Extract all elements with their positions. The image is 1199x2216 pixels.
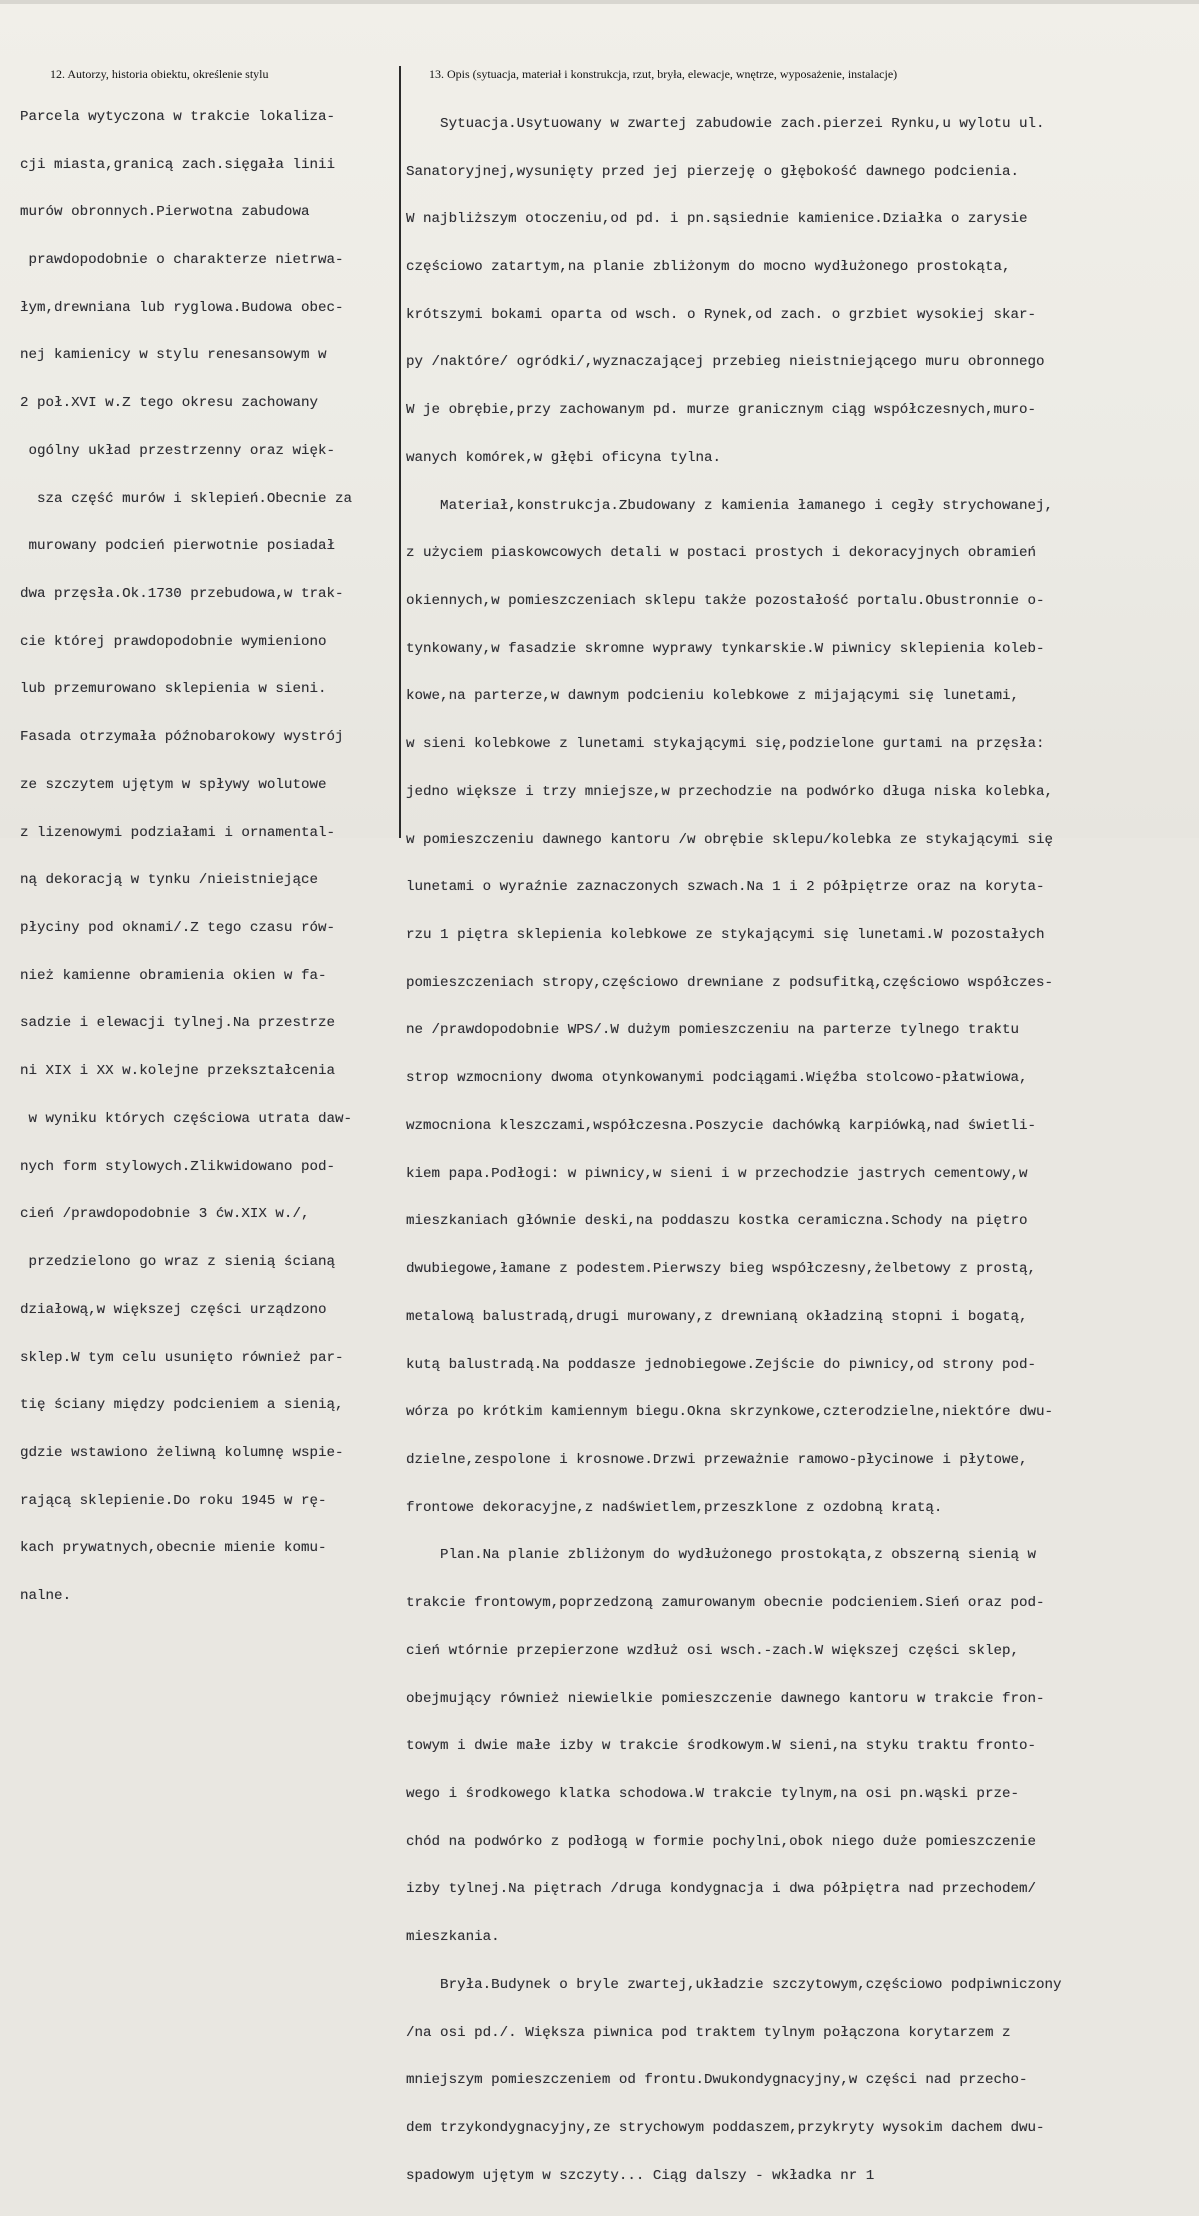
text-line: W najbliższym otoczeniu,od pd. i pn.sąsiednie kamienice.Działka o zarysie <box>406 211 1028 228</box>
text-line: ne /prawdopodobnie WPS/.W dużym pomieszczeniu na parterze tylnego traktu <box>406 1022 1019 1039</box>
text-line: nież kamienne obramienia okien w fa- <box>20 967 327 984</box>
text-line: łym,drewniana lub ryglowa.Budowa obec- <box>20 299 344 316</box>
section-13-heading: 13. Opis (sytuacja, materiał i konstrukcja, rzut, bryła, elewacje, wnętrze, wyposażenie, instalacje) <box>429 67 898 81</box>
text-line: ze szczytem ujętym w spływy wolutowe <box>20 776 327 793</box>
text-line: towym i dwie małe izby w trakcie środkowym.W sieni,na styku traktu fronto- <box>406 1738 1037 1755</box>
text-line: pomieszczeniach stropy,częściowo drewniane z podsufitką,częściowo współczes- <box>406 974 1054 991</box>
text-line: murowany podcień pierwotnie posiadał <box>20 538 336 555</box>
text-line: Bryła.Budynek o bryle zwartej,układzie szczytowym,częściowo podpiwniczony <box>406 1976 1062 1993</box>
text-line: Fasada otrzymała późnobarokowy wystrój <box>20 729 344 746</box>
text-line: wórza po krótkim kamiennym biegu.Okna skrzynkowe,czterodzielne,niektóre dwu- <box>406 1404 1054 1421</box>
text-line: wzmocniona kleszczami,współczesna.Poszycie dachówką karpiówką,nad świetli- <box>406 1117 1037 1134</box>
text-line: Sanatoryjnej,wysunięty przed jej pierzeję o głębokość dawnego podcienia. <box>406 163 1019 180</box>
text-line: dwubiegowe,łamane z podestem.Pierwszy bieg współczesny,żelbetowy z prostą, <box>406 1261 1037 1278</box>
text-line: strop wzmocniony dwoma otynkowanymi podciągami.Więźba stolcowo-płatwiowa, <box>406 1070 1028 1087</box>
text-line: sadzie i elewacji tylnej.Na przestrze <box>20 1015 336 1032</box>
text-line: z lizenowymi podziałami i ornamental- <box>20 824 336 841</box>
text-line: obejmujący również niewielkie pomieszczenie dawnego kantoru w trakcie fron- <box>406 1690 1045 1707</box>
text-line: Materiał,konstrukcja.Zbudowany z kamienia łamanego i cegły strychowanej, <box>406 497 1054 514</box>
text-line: jedno większe i trzy mniejsze,w przechodzie na podwórko długa niska kolebka, <box>406 783 1054 800</box>
text-line: z użyciem piaskowcowych detali w postaci prostych i dekoracyjnych obramień <box>406 545 1037 562</box>
text-line: kowe,na parterze,w dawnym podcieniu kolebkowe z mijającymi się lunetami, <box>406 688 1019 705</box>
text-line: dem trzykondygnacyjny,ze strychowym poddaszem,przykryty wysokim dachem dwu- <box>406 2120 1045 2136</box>
text-line: spadowym ujętym w szczyty... Ciąg dalszy - wkładka nr 1 <box>406 2167 875 2184</box>
text-line: działową,w większej części urządzono <box>20 1301 327 1318</box>
text-line: tię ściany między podcieniem a sienią, <box>20 1397 344 1414</box>
text-line: ni XIX i XX w.kolejne przekształcenia <box>20 1063 336 1080</box>
text-line: krótszymi bokami oparta od wsch. o Rynek,od zach. o grzbiet wysokiej skar- <box>406 306 1037 323</box>
text-line: cień /prawdopodobnie 3 ćw.XIX w./, <box>20 1206 310 1223</box>
text-line: lunetami o wyraźnie zaznaczonych szwach.Na 1 i 2 półpiętrze oraz na koryta- <box>406 879 1045 896</box>
text-line: rającą sklepienie.Do roku 1945 w rę- <box>20 1492 327 1509</box>
text-line: Sytuacja.Usytuowany w zwartej zabudowie zach.pierzei Rynku,u wylotu ul. <box>406 115 1045 132</box>
text-line: w sieni kolebkowe z lunetami stykającymi się,podzielone gurtami na przęsła: <box>406 736 1045 753</box>
text-line: wego i środkowego klatka schodowa.W trakcie tylnym,na osi pn.wąski prze- <box>406 1785 1019 1802</box>
text-line: W je obrębie,przy zachowanym pd. murze granicznym ciąg współczesnych,muro- <box>406 402 1037 419</box>
text-line: kach prywatnych,obecnie mienie komu- <box>20 1540 327 1557</box>
text-line: dwa przęsła.Ok.1730 przebudowa,w trak- <box>20 586 344 602</box>
text-line: cień wtórnie przepierzone wzdłuż osi wsch.-zach.W większej części sklep, <box>406 1642 1019 1659</box>
text-line: częściowo zatartym,na planie zbliżonym do mocno wydłużonego prostokąta, <box>406 258 1011 275</box>
text-line: cie której prawdopodobnie wymieniono <box>20 633 327 650</box>
text-line: metalową balustradą,drugi murowany,z drewnianą okładziną stopni i bogatą, <box>406 1308 1028 1325</box>
text-line: prawdopodobnie o charakterze nietrwa- <box>20 251 344 268</box>
section-12-heading: 12. Autorzy, historia obiektu, określenie stylu <box>50 67 269 81</box>
text-line: rzu 1 piętra sklepienia kolebkowe ze stykającymi się lunetami.W pozostałych <box>406 927 1045 944</box>
page-top-edge <box>0 0 1199 4</box>
text-line: /na osi pd./. Większa piwnica pod traktem tylnym połączona korytarzem z <box>406 2024 1011 2041</box>
text-line: tynkowany,w fasadzie skromne wyprawy tynkarskie.W piwnicy sklepienia koleb- <box>406 640 1045 657</box>
text-line: ną dekoracją w tynku /nieistniejące <box>20 872 318 889</box>
text-line: mniejszym pomieszczeniem od frontu.Dwukondygnacyjny,w części nad przecho- <box>406 2072 1028 2089</box>
text-line: kiem papa.Podłogi: w piwnicy,w sieni i w przechodzie jastrych cementowy,w <box>406 1165 1028 1182</box>
text-line: przedzielono go wraz z sienią ścianą <box>20 1254 336 1271</box>
text-line: wanych komórek,w głębi oficyna tylna. <box>406 449 722 466</box>
text-line: nalne. <box>20 1588 72 1605</box>
text-line: nych form stylowych.Zlikwidowano pod- <box>20 1158 336 1175</box>
text-line: płyciny pod oknami/.Z tego czasu rów- <box>20 920 336 937</box>
text-line: izby tylnej.Na piętrach /druga kondygnacja i dwa półpiętra nad przechodem/ <box>406 1881 1037 1898</box>
text-line: 2 poł.XVI w.Z tego okresu zachowany <box>20 395 318 412</box>
text-line: gdzie wstawiono żeliwną kolumnę wspie- <box>20 1444 344 1461</box>
text-line: mieszkania. <box>406 1929 500 1946</box>
text-line: cji miasta,granicą zach.sięgała linii <box>20 156 336 173</box>
text-line: lub przemurowano sklepienia w sieni. <box>20 681 327 698</box>
description-text-column <box>406 85 1196 2216</box>
text-line: py /naktóre/ ogródki/,wyznaczającej przebieg nieistniejącego muru obronnego <box>406 354 1045 371</box>
text-line: kutą balustradą.Na poddasze jednobiegowe.Zejście do piwnicy,od strony pod- <box>406 1356 1037 1373</box>
text-line: Plan.Na planie zbliżonym do wydłużonego prostokąta,z obszerną sienią w <box>406 1547 1037 1564</box>
text-line: sza część murów i sklepień.Obecnie za <box>20 490 353 507</box>
text-line: okiennych,w pomieszczeniach sklepu także pozostałość portalu.Obustronnie o- <box>406 593 1045 609</box>
text-line: nej kamienicy w stylu renesansowym w <box>20 347 327 364</box>
text-line: w wyniku których częściowa utrata daw- <box>20 1110 353 1127</box>
text-line: frontowe dekoracyjne,z nadświetlem,przeszklone z ozdobną kratą. <box>406 1499 943 1516</box>
text-line: ogólny układ przestrzenny oraz więk- <box>20 442 336 459</box>
text-line: sklep.W tym celu usunięto również par- <box>20 1349 344 1366</box>
history-text-column <box>20 78 398 1637</box>
text-line: trakcie frontowym,poprzedzoną zamurowanym obecnie podcieniem.Sień oraz pod- <box>406 1595 1045 1612</box>
text-line: dzielne,zespolone i krosnowe.Drzwi przeważnie ramowo-płycinowe i płytowe, <box>406 1451 1028 1468</box>
text-line: w pomieszczeniu dawnego kantoru /w obrębie sklepu/kolebka ze stykającymi się <box>406 831 1054 848</box>
text-line: Parcela wytyczona w trakcie lokaliza- <box>20 108 336 125</box>
text-line: mieszkaniach głównie deski,na poddaszu kostka ceramiczna.Schody na piętro <box>406 1213 1028 1230</box>
text-line: chód na podwórko z podłogą w formie pochylni,obok niego duże pomieszczenie <box>406 1833 1037 1850</box>
text-line: murów obronnych.Pierwotna zabudowa <box>20 204 310 221</box>
column-divider <box>399 66 401 838</box>
